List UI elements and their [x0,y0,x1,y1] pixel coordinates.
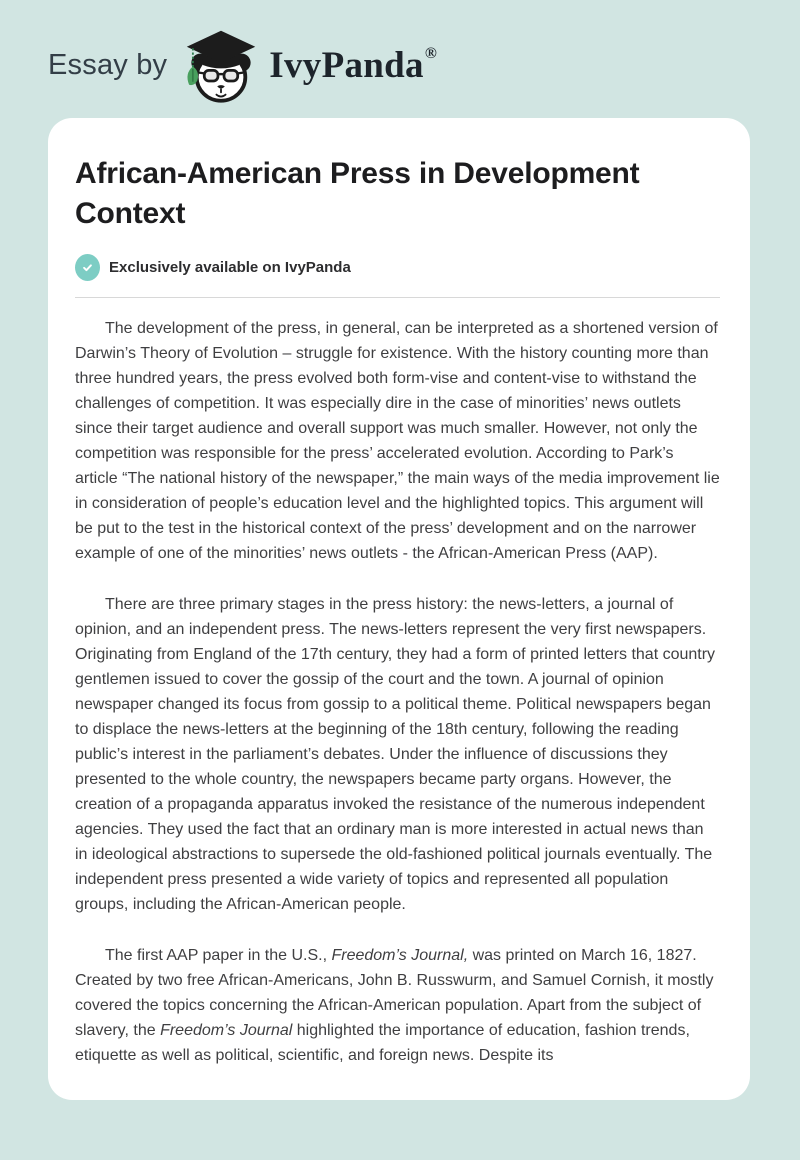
brand-wordmark [269,44,437,87]
paragraph-3-text: was printed on March 16, 1827. Created by two free African-Americans, John B. Russwurm, and Samuel Cornish, it mostly covered the topics concerning the African-American population. Apart from the subject of slavery, the [75,947,714,1039]
registered-trademark-symbol: ® [424,44,438,62]
site-header [0,0,800,118]
divider [75,297,720,298]
paragraph-3-text: The first AAP paper in the U.S., [105,947,332,964]
freedoms-journal-italic-2: Freedom’s Journal [160,1022,293,1039]
paragraph-3-text: highlighted the importance of education, fashion trends, etiquette as well as political, scientific, and foreign news. Despite its [75,1022,690,1064]
check-icon [75,254,100,281]
exclusive-badge-label: Exclusively available on IvyPanda [109,259,351,276]
paragraph-1: The development of the press, in general, can be interpreted as a shortened version of Darwin’s Theory of Evolution – struggle for existence. With the history counting more than three hundred years, the press evolved both form-vise and content-vise to withstand the challenges of competition. It was especially dire in the case of minorities’ news outlets since their target audience and overall support was much smaller. However, not only the competition was responsible for the press’ accelerated evolution. According to Park’s article “The national history of the newspaper,” the main ways of the media improvement lie in consideration of people’s education level and the highlighted topics. This argument will be put to the test in the historical context of the press’ development and on the narrower example of one of the minorities’ news outlets - the African-American Press (AAP). [75,320,720,562]
exclusive-badge [75,254,720,281]
ivypanda-panda-logo-icon [183,25,259,105]
paragraph-3 [75,943,720,1068]
page-title: African-American Press in Development Context [75,157,640,230]
freedoms-journal-italic-1: Freedom’s Journal, [331,947,469,964]
essay-card [48,118,750,1100]
essay-by-label: Essay by [48,48,168,81]
brand-name: IvyPanda [269,44,424,86]
paragraph-2: There are three primary stages in the press history: the news-letters, a journal of opinion, and an independent press. The news-letters represent the very first newspapers. Originating from England of the 17th century, they had a form of printed letters that country gentlemen issued to cover the gossip of the court and the town. A journal of opinion newspaper changed its focus from gossip to a political theme. Political newspapers began to displace the news-letters at the beginning of the 18th century, following the reading public’s interest in the parliament’s debates. Under the influence of discussions they presented to the whole country, the newspapers became party organs. However, the creation of a propaganda apparatus invoked the resistance of the numerous independent agencies. They used the fact that an ordinary man is more interested in actual news than in ideological abstractions to supersede the old-fashioned political journals eventually. The independent press presented a wide variety of topics and represented all population groups, including the African-American people. [75,596,716,913]
